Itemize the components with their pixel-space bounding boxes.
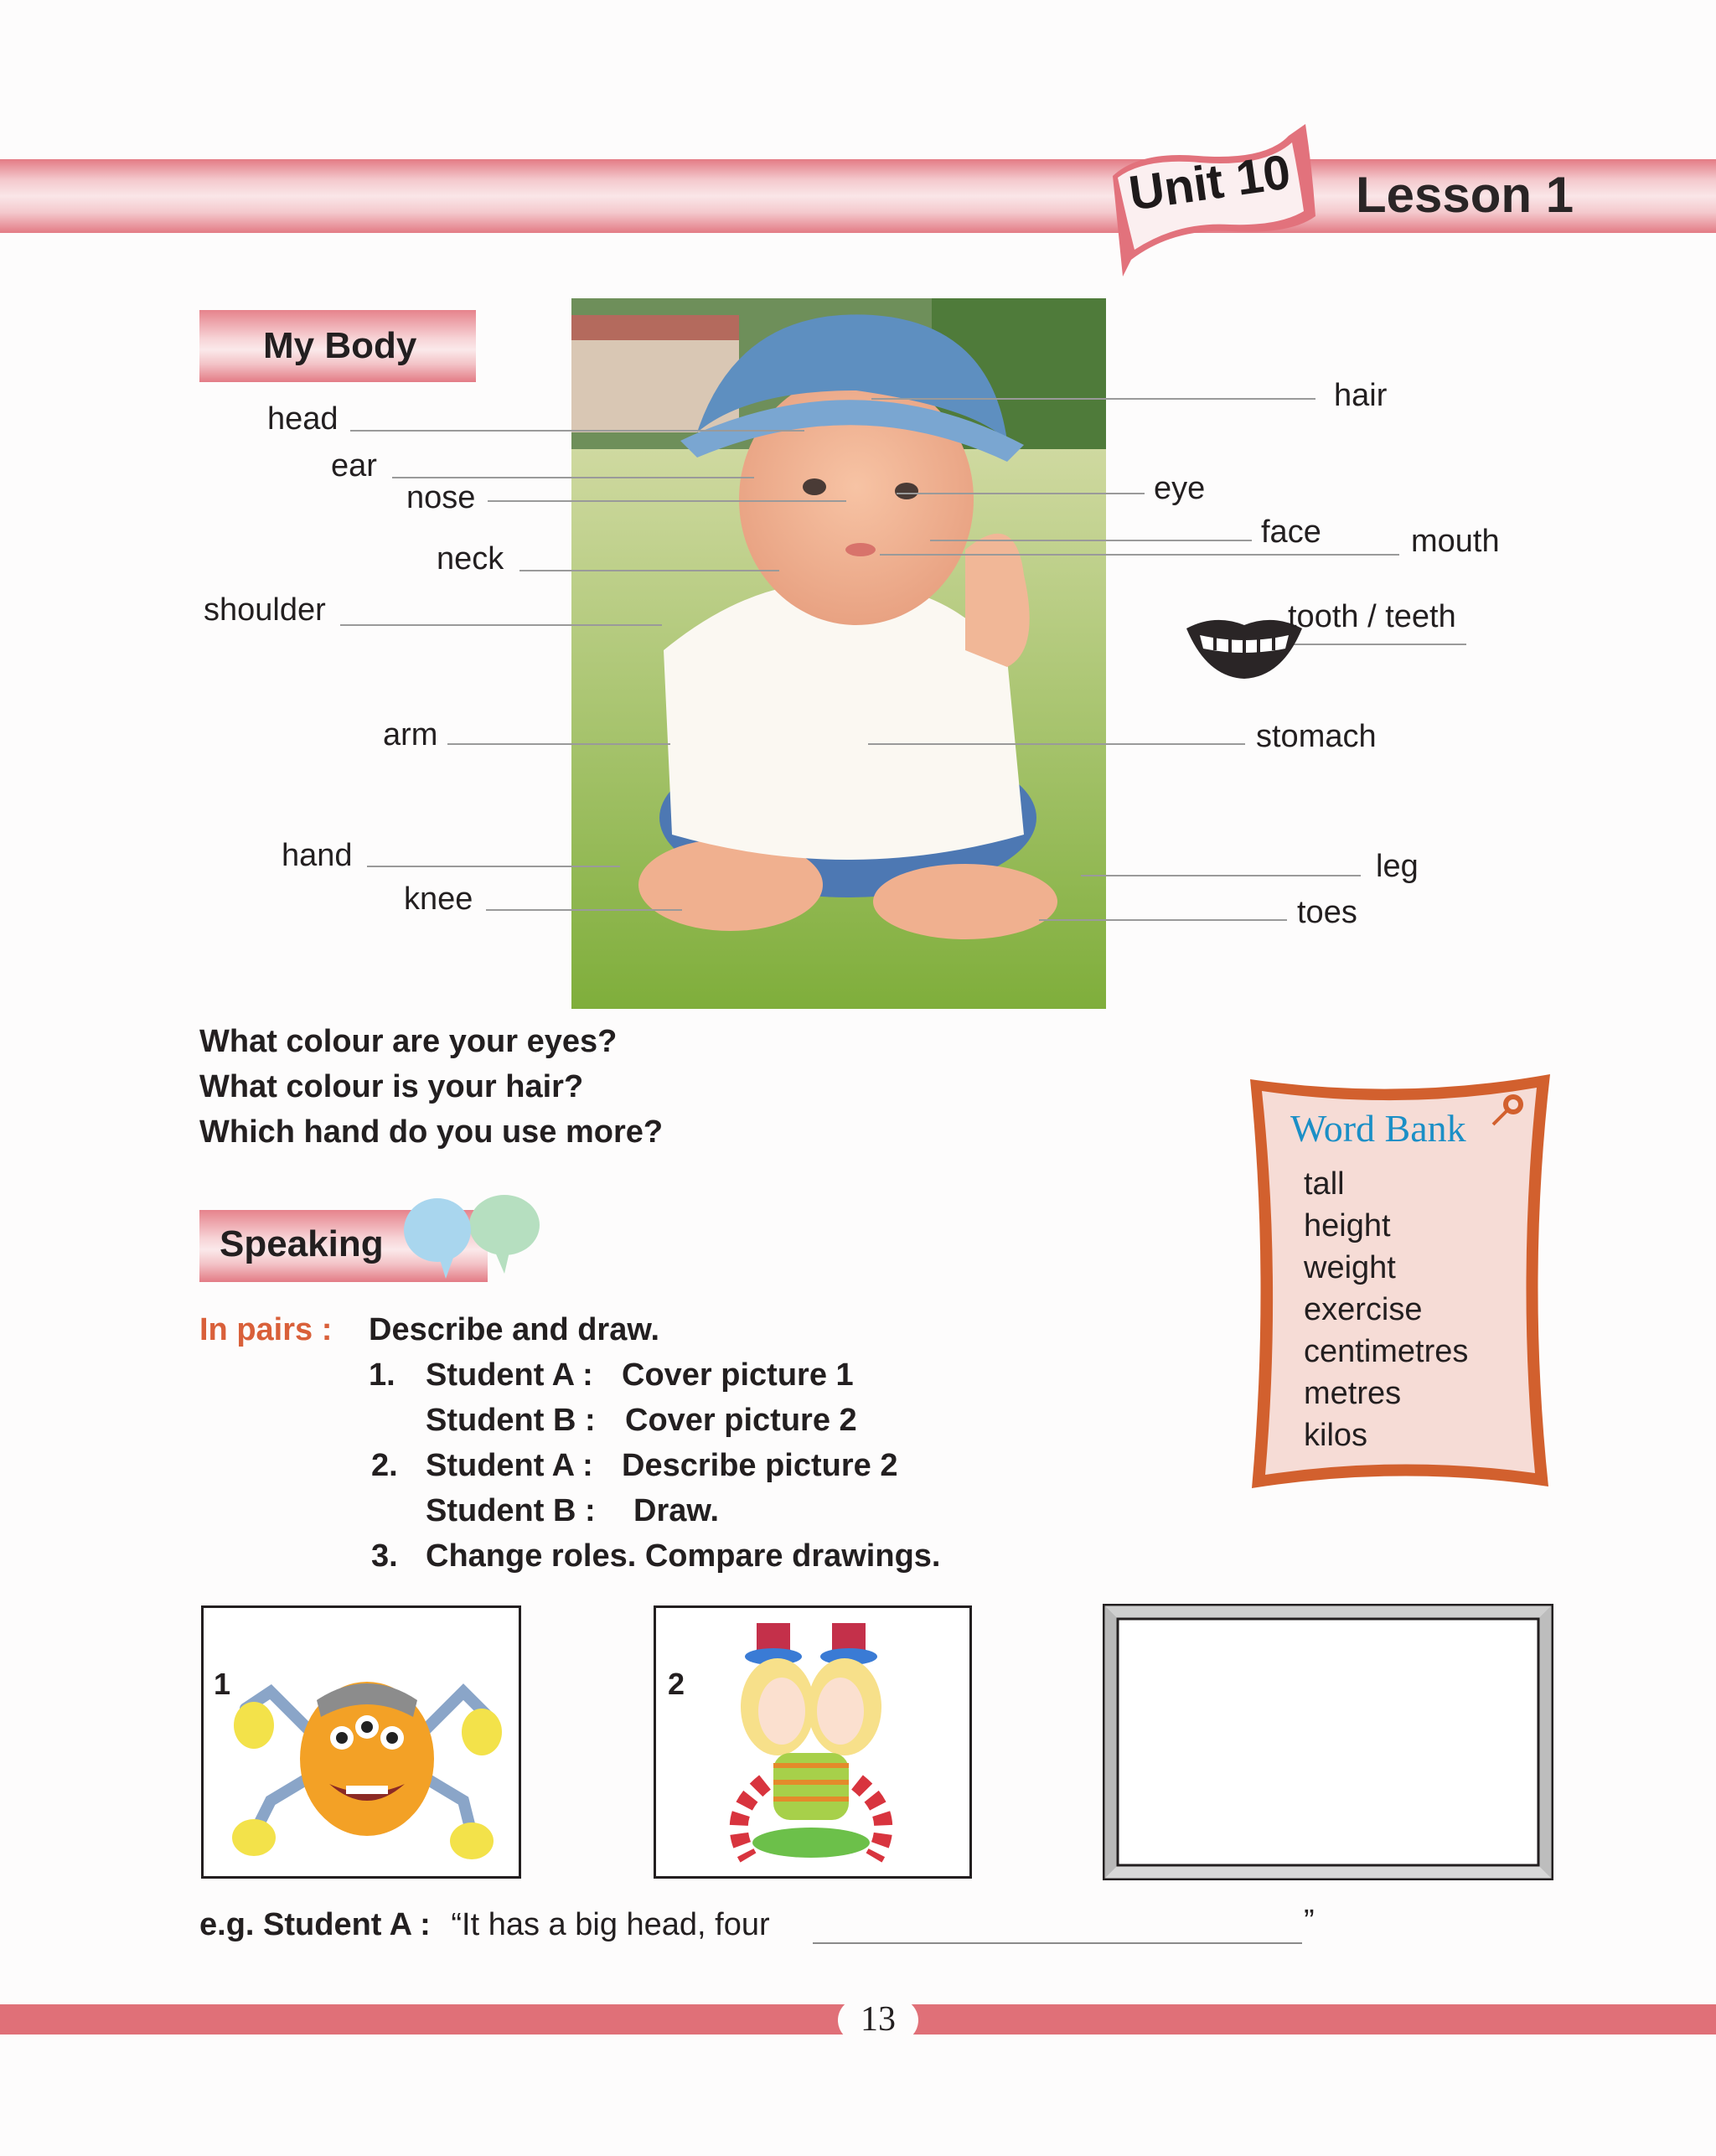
- step-who: Student A :: [426, 1357, 593, 1393]
- word-bank-item: kilos: [1304, 1418, 1368, 1453]
- word-bank-item: centimetres: [1304, 1334, 1469, 1369]
- step-task: Cover picture 1: [622, 1357, 854, 1393]
- monster-illustration: [220, 1633, 514, 1868]
- instructions-intro: Describe and draw.: [369, 1312, 660, 1347]
- step-who: Student B :: [426, 1493, 596, 1528]
- picture-1-box: [201, 1605, 521, 1879]
- unit-title: Unit 10: [1125, 144, 1295, 221]
- label-toes: toes: [1297, 895, 1357, 930]
- question-hand: Which hand do you use more?: [199, 1114, 664, 1150]
- label-ear: ear: [331, 448, 377, 483]
- example-sentence: [199, 1907, 770, 1943]
- label-stomach: stomach: [1256, 719, 1377, 754]
- example-close-quote: ”: [1304, 1904, 1315, 1939]
- question-hair: What colour is your hair?: [199, 1069, 584, 1104]
- word-bank-item: metres: [1304, 1376, 1402, 1411]
- word-bank-item: weight: [1304, 1250, 1396, 1285]
- drawing-frame: [1103, 1604, 1553, 1880]
- step-task: Describe picture 2: [622, 1448, 898, 1483]
- example-lead: e.g. Student A :: [199, 1907, 431, 1942]
- two-headed-doll-illustration: [706, 1615, 924, 1874]
- word-bank-item: exercise: [1304, 1292, 1423, 1327]
- picture-2-box: [654, 1605, 972, 1879]
- label-neck: neck: [437, 541, 504, 576]
- example-quote: “It has a big head, four: [451, 1907, 770, 1942]
- lesson-title: Lesson 1: [1356, 167, 1574, 223]
- word-bank-title: Word Bank: [1290, 1107, 1466, 1150]
- step-who: Student B :: [426, 1403, 596, 1438]
- speech-bubbles-icon: [397, 1187, 548, 1279]
- label-arm: arm: [383, 717, 438, 752]
- step-task: Cover picture 2: [625, 1403, 857, 1438]
- my-body-heading-text: My Body: [263, 325, 417, 366]
- answer-blank-line[interactable]: [813, 1942, 1302, 1944]
- label-eye: eye: [1154, 471, 1206, 506]
- picture-1-number: 1: [214, 1667, 231, 1701]
- step-task: Draw.: [633, 1493, 720, 1528]
- step-number: 2.: [371, 1448, 398, 1483]
- label-nose: nose: [406, 480, 476, 515]
- label-shoulder: shoulder: [204, 592, 326, 628]
- label-mouth: mouth: [1411, 524, 1500, 559]
- word-bank-item: tall: [1304, 1166, 1345, 1202]
- step-number: 3.: [371, 1538, 398, 1574]
- label-hand: hand: [282, 838, 353, 873]
- pin-icon: [1488, 1091, 1528, 1128]
- speaking-heading-text: Speaking: [220, 1223, 384, 1264]
- step-who: Student A :: [426, 1448, 593, 1483]
- word-bank-item: height: [1304, 1208, 1391, 1243]
- label-leg: leg: [1376, 849, 1419, 884]
- picture-2-number: 2: [668, 1667, 685, 1701]
- label-tooth: tooth / teeth: [1288, 599, 1456, 634]
- step-number: 1.: [369, 1357, 395, 1393]
- label-knee: knee: [404, 882, 473, 917]
- leader-lines: [0, 0, 1716, 1006]
- page-number: 13: [861, 2000, 896, 2039]
- label-hair: hair: [1334, 378, 1388, 413]
- label-face: face: [1261, 514, 1321, 550]
- label-head: head: [267, 401, 339, 437]
- in-pairs-label: In pairs :: [199, 1312, 333, 1347]
- step-task: Change roles. Compare drawings.: [426, 1538, 941, 1574]
- question-eyes: What colour are your eyes?: [199, 1024, 618, 1059]
